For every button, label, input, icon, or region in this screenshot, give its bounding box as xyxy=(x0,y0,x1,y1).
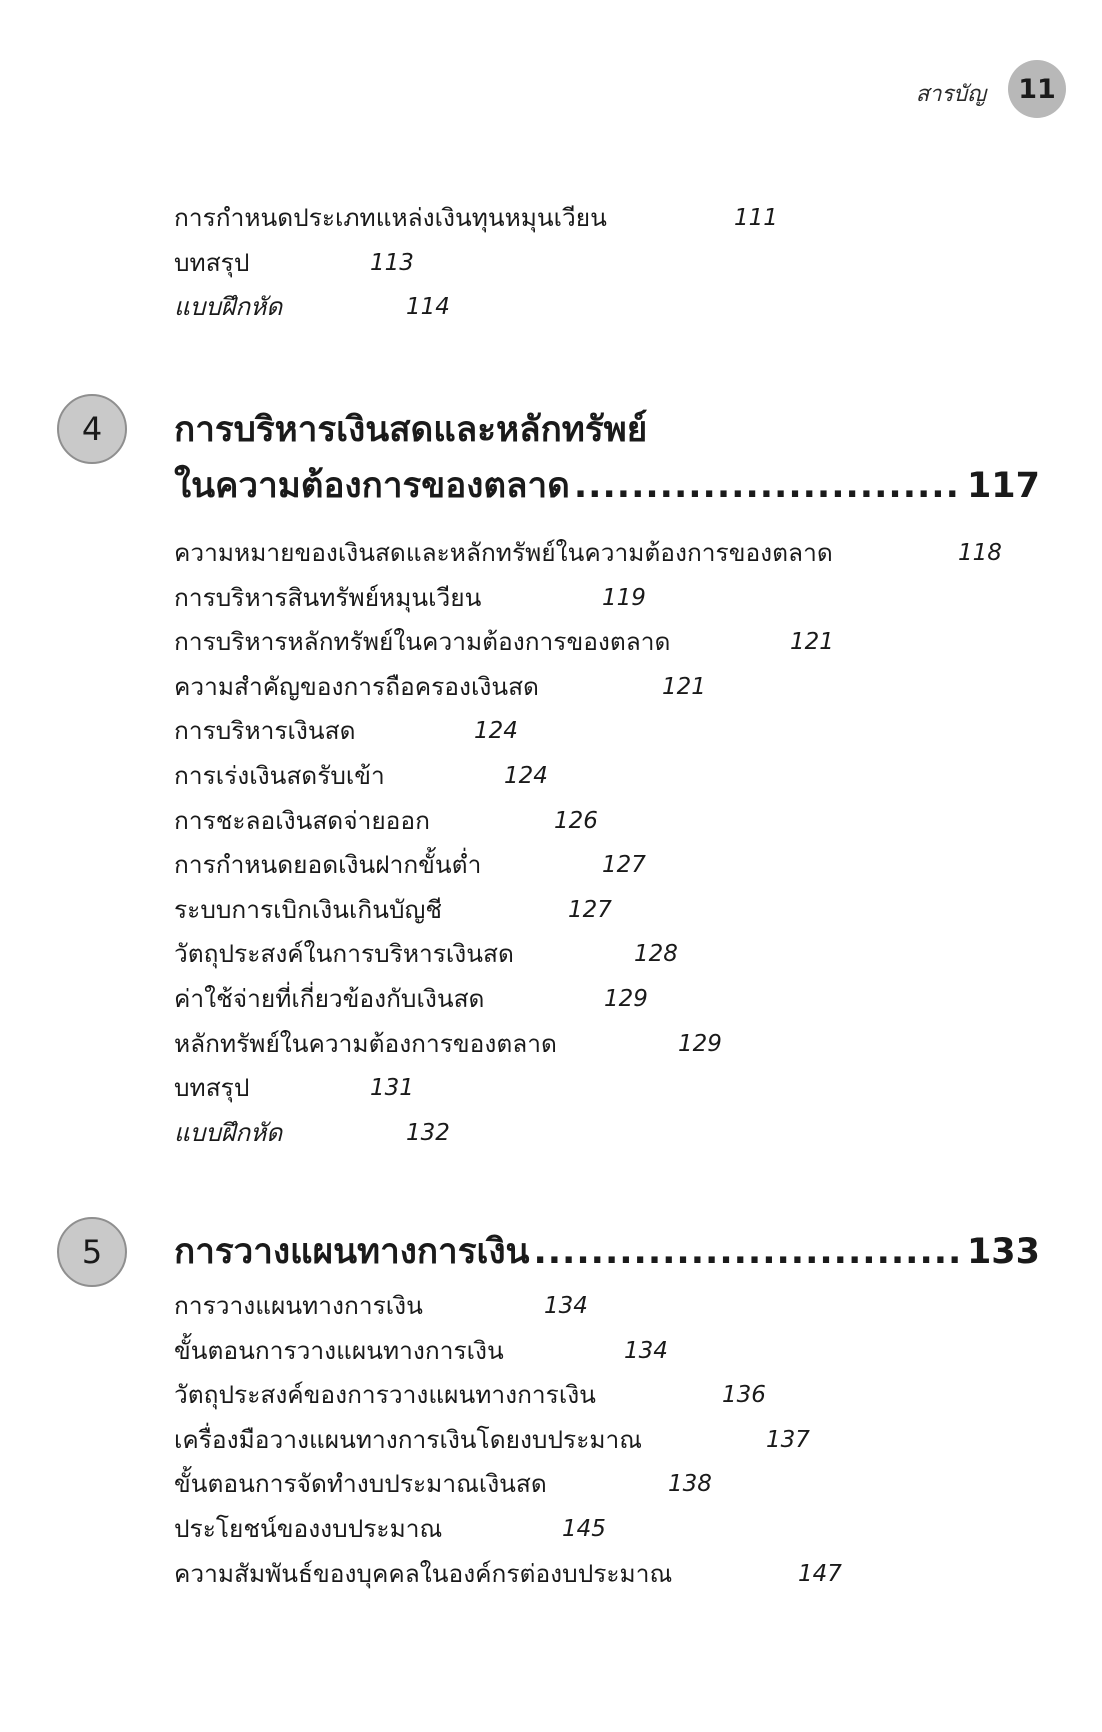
toc-entry-page: 126 xyxy=(554,807,598,834)
toc-entry[interactable] xyxy=(174,1284,1054,1329)
toc-entry-page: 119 xyxy=(602,584,646,611)
toc-entry-title: การกำหนดยอดเงินฝากขั้นต่ำ xyxy=(174,850,482,880)
toc-entry[interactable] xyxy=(174,241,1054,286)
toc-entry-title: ความสัมพันธ์ของบุคคลในองค์กรต่องบประมาณ xyxy=(174,1558,673,1588)
toc-entry[interactable] xyxy=(174,1552,1054,1597)
toc-entry-title: หลักทรัพย์ในความต้องการของตลาด xyxy=(174,1028,557,1058)
toc-entry[interactable] xyxy=(174,709,1054,754)
toc-entry-page: 113 xyxy=(370,249,414,276)
toc-entry-page: 128 xyxy=(634,941,678,968)
toc-entries-chapter-5 xyxy=(174,1284,1054,1596)
toc-entry[interactable] xyxy=(174,843,1054,888)
toc-entry-page: 129 xyxy=(678,1030,722,1057)
toc-entry-title: การวางแผนทางการเงิน xyxy=(174,1291,423,1320)
toc-entry-title: การเร่งเงินสดรับเข้า xyxy=(174,760,385,790)
toc-entry-title: แบบฝึกหัด xyxy=(174,1117,283,1147)
toc-entries-chapter-4 xyxy=(174,531,1054,1155)
toc-entry-page: 131 xyxy=(370,1075,414,1102)
toc-entry[interactable] xyxy=(174,1462,1054,1507)
toc-entry[interactable] xyxy=(174,1066,1054,1111)
toc-entry-title: ขั้นตอนการจัดทำงบประมาณเงินสด xyxy=(174,1469,547,1499)
toc-entry-title: ระบบการเบิกเงินเกินบัญชี xyxy=(174,894,443,924)
toc-entry-page: 138 xyxy=(668,1471,712,1498)
chapter-page-number: 117 xyxy=(966,466,1040,506)
toc-entry-title: ประโยชน์ของงบประมาณ xyxy=(174,1513,443,1543)
toc-entry-page: 111 xyxy=(734,205,778,231)
toc-entry-page: 132 xyxy=(406,1119,450,1146)
toc-entry[interactable] xyxy=(174,1373,1054,1418)
toc-entry-page: 121 xyxy=(662,673,706,700)
toc-entry[interactable] xyxy=(174,665,1054,710)
toc-entry-title: การบริหารสินทรัพย์หมุนเวียน xyxy=(174,582,482,612)
chapter-title-text: การบริหารเงินสดและหลักทรัพย์ xyxy=(174,410,648,450)
toc-entry[interactable] xyxy=(174,576,1054,621)
toc-entry-title: ขั้นตอนการวางแผนทางการเงิน xyxy=(174,1335,504,1365)
toc-entry[interactable] xyxy=(174,888,1054,933)
toc-entry-title: ความหมายของเงินสดและหลักทรัพย์ในความต้องการของตลาด xyxy=(174,538,833,567)
toc-entry[interactable] xyxy=(174,196,1054,241)
toc-entries-continued xyxy=(174,196,1054,330)
toc-entry-page: 145 xyxy=(562,1515,606,1542)
toc-entry-title: วัตถุประสงค์ของการวางแผนทางการเงิน xyxy=(174,1380,596,1410)
toc-entry[interactable] xyxy=(174,754,1054,799)
toc-entry-title: การบริหารหลักทรัพย์ในความต้องการของตลาด xyxy=(174,627,671,657)
toc-entry-page: 134 xyxy=(624,1337,668,1364)
toc-entry[interactable] xyxy=(174,932,1054,977)
toc-entry-title: บทสรุป xyxy=(174,1073,250,1103)
toc-entry[interactable] xyxy=(174,1507,1054,1552)
chapter-number-badge: 5 xyxy=(57,1217,127,1287)
toc-entry-title: บทสรุป xyxy=(174,247,250,277)
page-number-badge: 11 xyxy=(1008,60,1066,118)
toc-entry[interactable] xyxy=(174,977,1054,1022)
toc-entry[interactable] xyxy=(174,1022,1054,1067)
toc-entry[interactable] xyxy=(174,1111,1054,1156)
toc-entry-page: 114 xyxy=(406,294,450,321)
toc-entry-title: เครื่องมือวางแผนทางการเงินโดยงบประมาณ xyxy=(174,1424,642,1454)
toc-entry[interactable] xyxy=(174,1418,1054,1463)
toc-entry-page: 136 xyxy=(722,1382,766,1409)
toc-entry[interactable] xyxy=(174,531,1054,576)
toc-entry-title: การชะลอเงินสดจ่ายออก xyxy=(174,805,430,835)
toc-entry[interactable] xyxy=(174,1329,1054,1374)
chapter-title-line-1 xyxy=(174,402,1040,458)
toc-entry-page: 129 xyxy=(604,985,648,1012)
chapter-title-text: การวางแผนทางการเงิน xyxy=(174,1232,530,1272)
running-head xyxy=(916,60,1066,118)
chapter-number-badge: 4 xyxy=(57,394,127,464)
chapter-title[interactable] xyxy=(174,1224,1040,1280)
toc-entry-page: 124 xyxy=(474,718,518,745)
dot-leader xyxy=(533,1224,962,1280)
toc-entry[interactable] xyxy=(174,620,1054,665)
chapter-page-number: 133 xyxy=(966,1232,1040,1272)
running-title: สารบัญ xyxy=(915,81,986,107)
toc-entry-page: 134 xyxy=(544,1293,588,1319)
chapter-title-line-2 xyxy=(174,458,1040,514)
toc-entry-title: ความสำคัญของการถือครองเงินสด xyxy=(174,671,539,701)
toc-entry-page: 118 xyxy=(958,540,1002,566)
toc-entry-title: แบบฝึกหัด xyxy=(174,292,283,322)
toc-entry-title: การกำหนดประเภทแหล่งเงินทุนหมุนเวียน xyxy=(174,203,607,232)
chapter-title-text: ในความต้องการของตลาด xyxy=(174,466,570,506)
toc-entry-page: 147 xyxy=(798,1560,842,1587)
toc-entry-title: ค่าใช้จ่ายที่เกี่ยวข้องกับเงินสด xyxy=(174,983,485,1013)
toc-entry-page: 121 xyxy=(790,629,834,656)
toc-entry[interactable] xyxy=(174,285,1054,330)
toc-entry-page: 127 xyxy=(568,896,612,923)
chapter-title-line-1 xyxy=(174,1224,1040,1280)
toc-entry-title: การบริหารเงินสด xyxy=(174,716,356,746)
toc-entry-page: 127 xyxy=(602,852,646,879)
toc-entry-page: 137 xyxy=(766,1426,810,1453)
toc-entry[interactable] xyxy=(174,799,1054,844)
toc-entry-page: 124 xyxy=(504,762,548,789)
chapter-title[interactable] xyxy=(174,402,1040,514)
toc-entry-title: วัตถุประสงค์ในการบริหารเงินสด xyxy=(174,939,514,969)
dot-leader xyxy=(574,458,963,514)
